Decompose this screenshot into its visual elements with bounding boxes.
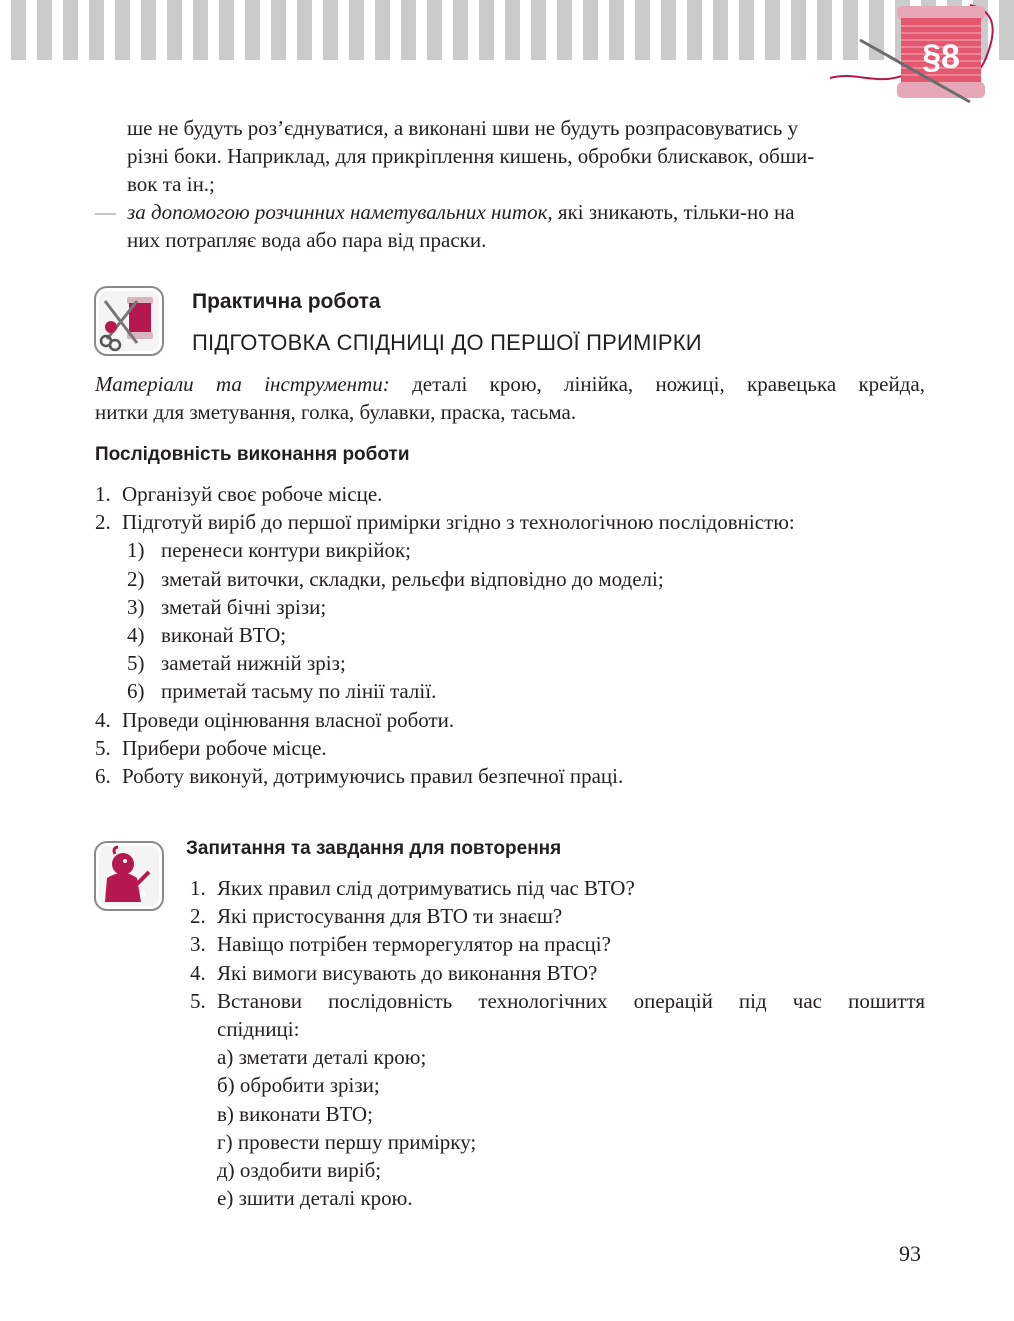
question-item — [190, 874, 925, 902]
scissors-spool-icon — [93, 285, 165, 357]
answer-option: г) провести першу примірку; — [217, 1129, 477, 1154]
substep-item — [95, 593, 925, 621]
questions-list — [190, 874, 925, 1212]
materials-line-2: нитки для зметування, голка, булавки, праска, тасьма. — [95, 400, 577, 424]
substep-text: приметай тасьму по лінії талії. — [161, 679, 437, 704]
question-item — [190, 987, 925, 1015]
intro-line-4-rest: які зникають, тільки-но на — [552, 200, 795, 224]
substep-item — [95, 677, 925, 705]
substep-item — [95, 621, 925, 649]
question-number: 5. — [190, 988, 206, 1013]
intro-dash-item — [95, 198, 925, 226]
materials-line-1-rest: деталі крою, лінійка, ножиці, кравецька крейда, — [389, 372, 925, 396]
thread-spool-icon — [820, 0, 1000, 110]
page-number: 93 — [899, 1241, 921, 1266]
step-number: 6. — [95, 763, 111, 788]
substep-item — [95, 565, 925, 593]
intro-italic: за допомогою розчинних наметувальних ниток, — [127, 200, 553, 224]
step-item — [95, 480, 925, 508]
step-number: 4. — [95, 707, 111, 732]
substep-number: 2) — [127, 566, 145, 591]
step-text: Проведи оцінювання власної роботи. — [122, 707, 455, 732]
question-number: 2. — [190, 904, 206, 929]
steps-list — [95, 480, 925, 790]
step-number: 2. — [95, 510, 111, 535]
answer-option: в) виконати ВТО; — [217, 1101, 373, 1126]
substep-text: заметай нижній зріз; — [161, 651, 346, 676]
question-text: Які вимоги висувають до виконання ВТО? — [217, 960, 598, 985]
answer-options — [190, 1043, 925, 1212]
question-text-continued: спідниці: — [217, 1016, 300, 1041]
questions-title: Запитання та завдання для повторення — [186, 838, 562, 859]
substep-number: 4) — [127, 622, 145, 647]
question-text: Встанови послідовність технологічних операцій під час пошиття — [217, 988, 925, 1013]
substep-item — [95, 536, 925, 564]
question-text: Яких правил слід дотримуватись під час ВТО? — [217, 876, 635, 900]
step-number: 1. — [95, 482, 111, 506]
answer-option: б) обробити зрізи; — [217, 1073, 380, 1098]
question-item — [190, 902, 925, 930]
substep-number: 3) — [127, 594, 145, 619]
substep-number: 5) — [127, 651, 145, 676]
question-item — [190, 959, 925, 987]
question-text: Які пристосування для ВТО ти знаєш? — [217, 904, 563, 929]
step-item — [95, 734, 925, 762]
practical-title: Практична робота — [192, 290, 381, 313]
step-text: Прибери робоче місце. — [122, 735, 327, 760]
question-number: 1. — [190, 876, 206, 900]
materials-label: Матеріали та інструменти: — [95, 372, 390, 396]
intro-line-2: різні боки. Наприклад, для прикріплення кишень, обробки блискавок, обши- — [127, 144, 815, 168]
step-item — [95, 706, 925, 734]
intro-text — [95, 114, 925, 254]
step-text: Роботу виконуй, дотримуючись правил безпечної праці. — [122, 763, 624, 788]
answer-option: е) зшити деталі крою. — [217, 1186, 413, 1211]
substep-text: зметай бічні зрізи; — [161, 594, 327, 619]
step-number: 5. — [95, 735, 111, 760]
spool-badge — [820, 0, 1000, 110]
step-text: Підготуй виріб до першої примірки згідно з технологічною послідовністю: — [122, 510, 795, 535]
intro-line-3: вок та ін.; — [127, 172, 215, 196]
question-number: 3. — [190, 932, 206, 957]
step-item — [95, 762, 925, 790]
substep-text: перенеси контури викрійок; — [161, 538, 412, 563]
substep-number: 1) — [127, 538, 145, 563]
thinking-figure-icon — [93, 840, 165, 912]
intro-line-5: них потрапляє вода або пара від праски. — [127, 228, 487, 252]
answer-option: д) оздобити виріб; — [217, 1157, 382, 1182]
intro-line-1: ше не будуть роз’єднуватися, а виконані шви не будуть розпрасовуватись у — [127, 116, 799, 140]
section-badge: §8 — [922, 38, 960, 76]
question-text: Навіщо потрібен терморегулятор на прасці? — [217, 932, 611, 957]
substep-text: зметай виточки, складки, рельєфи відповідно до моделі; — [161, 566, 664, 591]
substep-number: 6) — [127, 679, 145, 704]
sequence-heading: Послідовність виконання роботи — [95, 444, 410, 465]
practical-subtitle: ПІДГОТОВКА СПІДНИЦІ ДО ПЕРШОЇ ПРИМІРКИ — [192, 330, 702, 355]
materials-block — [95, 370, 925, 426]
substep-item — [95, 649, 925, 677]
answer-option: а) зметати деталі крою; — [217, 1045, 427, 1070]
step-item — [95, 508, 925, 536]
step-text: Організуй своє робоче місце. — [122, 482, 383, 506]
substep-text: виконай ВТО; — [161, 622, 287, 647]
dash-marker: — — [95, 200, 116, 224]
question-number: 4. — [190, 960, 206, 985]
materials-line-1 — [95, 370, 925, 398]
question-item — [190, 930, 925, 958]
